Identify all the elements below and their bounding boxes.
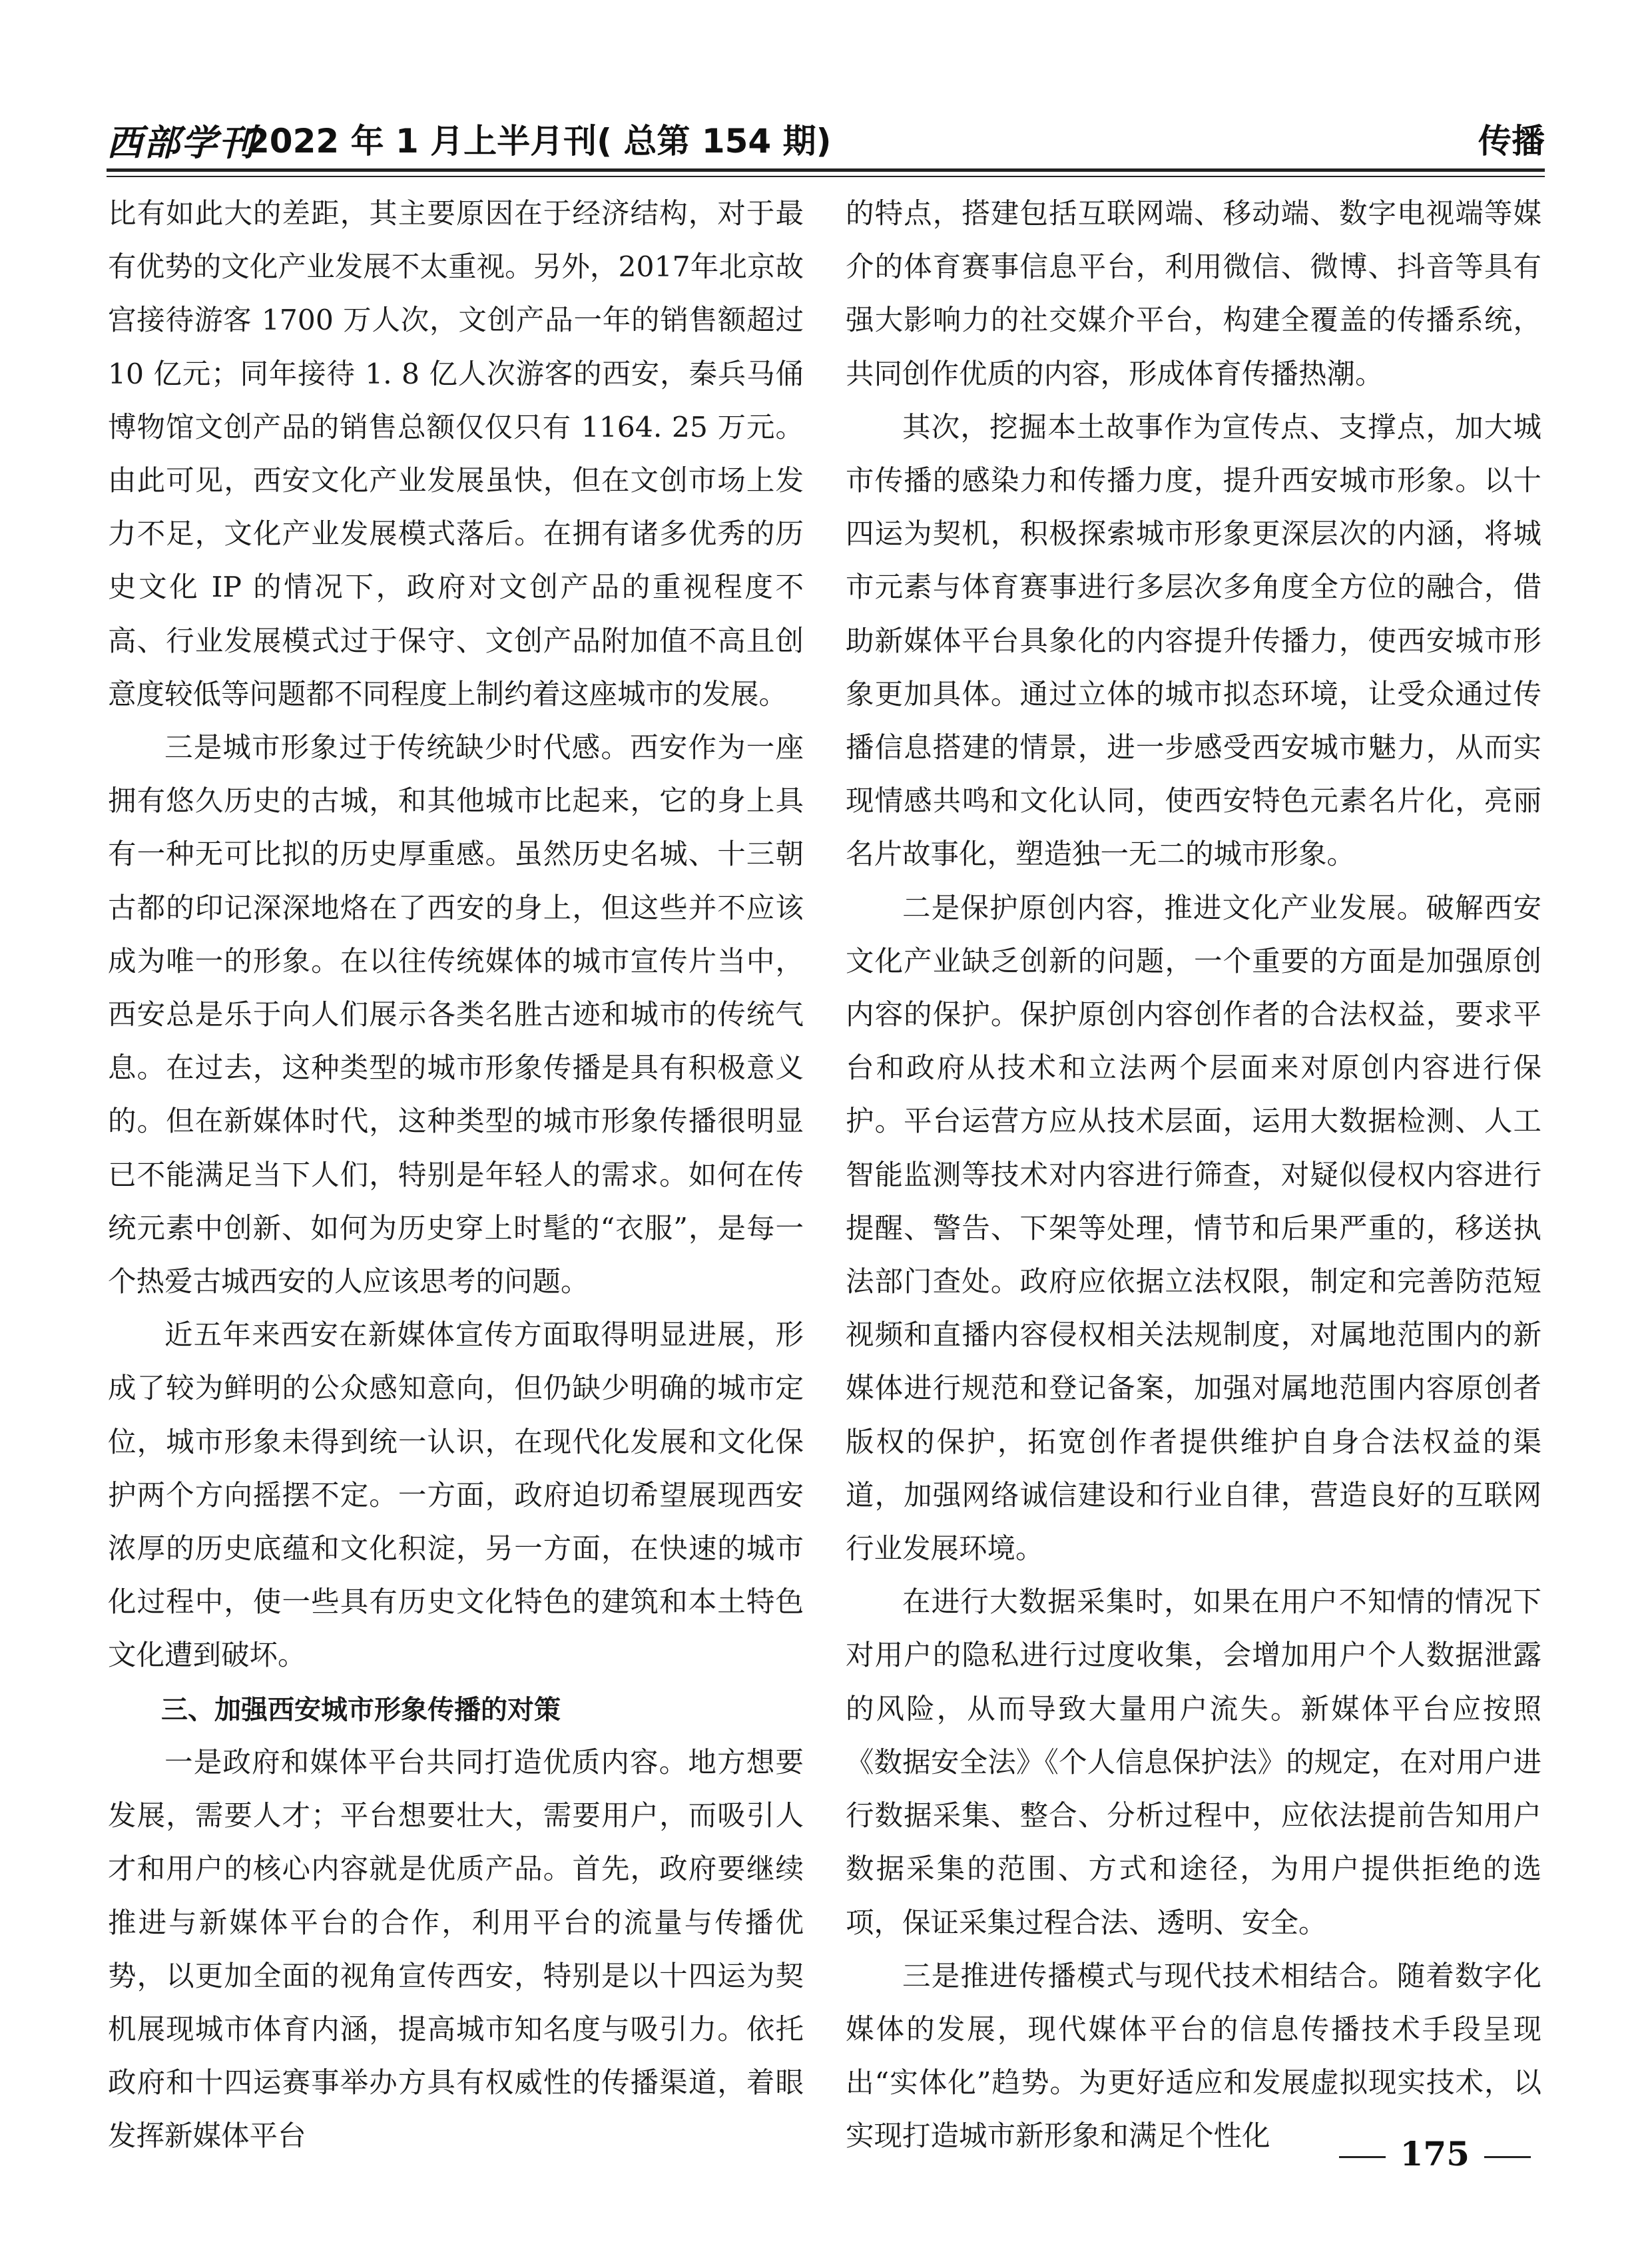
page-number-footer xyxy=(1324,2134,1545,2173)
paragraph: 三是城市形象过于传统缺少时代感。西安作为一座拥有悠久历史的古城，和其他城市比起来，它的身上具有一种无可比拟的历史厚重感。虽然历史名城、十三朝古都的印记深深地烙在了西安的身上，但这些并不应该成为唯一的形象。在以往传统媒体的城市宣传片当中，西安总是乐于向人们展示各类名胜古迹和城市的传统气息。在过去，这种类型的城市形象传播是具有积极意义的。但在新媒体时代，这种类型的城市形象传播很明显已不能满足当下人们，特别是年轻人的需求。如何在传统元素中创新、如何为历史穿上时髦的“衣服”，是每一个热爱古城西安的人应该思考的问题。 xyxy=(108,732,804,1299)
header-rule-thick xyxy=(107,168,1545,172)
right-column xyxy=(846,188,1541,2164)
paragraph: 三是推进传播模式与现代技术相结合。随着数字化媒体的发展，现代媒体平台的信息传播技术手段呈现出“实体化”趋势。为更好适应和发展虚拟现实技术，以实现打造城市新形象和满足个性化 xyxy=(846,1960,1541,2153)
paragraph: 一是政府和媒体平台共同打造优质内容。地方想要发展，需要人才；平台想要壮大，需要用户，而吸引人才和用户的核心内容就是优质产品。首先，政府要继续推进与新媒体平台的合作，利用平台的流量与传播优势，以更加全面的视角宣传西安，特别是以十四运为契机展现城市体育内涵，提高城市知名度与吸引力。依托政府和十四运赛事举办方具有权威性的传播渠道，着眼发挥新媒体平台 xyxy=(108,1746,804,2153)
header-rule-thin xyxy=(107,176,1545,177)
left-column xyxy=(108,188,804,2164)
paragraph: 其次，挖掘本土故事作为宣传点、支撑点，加大城市传播的感染力和传播力度，提升西安城市形象。以十四运为契机，积极探索城市形象更深层次的内涵，将城市元素与体育赛事进行多层次多角度全方位的融合，借助新媒体平台具象化的内容提升传播力，使西安城市形象更加具体。通过立体的城市拟态环境，让受众通过传播信息搭建的情景，进一步感受西安城市魅力，从而实现情感共鸣和文化认同，使西安特色元素名片化，亮丽名片故事化，塑造独一无二的城市形象。 xyxy=(846,411,1541,872)
dash-left xyxy=(1339,2156,1386,2158)
issue-info: 2022 年 1 月上半月刊( 总第 154 期) xyxy=(246,122,832,160)
section-heading: 三、加强西安城市形象传播的对策 xyxy=(161,1694,561,1725)
section-label: 传播 xyxy=(1478,122,1545,160)
paragraph: 比有如此大的差距，其主要原因在于经济结构，对于最有优势的文化产业发展不太重视。另外，2017年北京故宫接待游客 1700 万人次，文创产品一年的销售额超过 10 亿元；同年接待 1. 8 亿人次游客的西安，秦兵马俑博物馆文创产品的销售总额仅仅只有 1164. 25 万元。由此可见，西安文化产业发展虽快，但在文创市场上发力不足，文化产业发展模式落后。在拥有诸多优秀的历史文化 IP 的情况下，政府对文创产品的重视程度不高、行业发展模式过于保守、文创产品附加值不高且创意度较低等问题都不同程度上制约着这座城市的发展。 xyxy=(108,198,804,711)
page-number: 175 xyxy=(1400,2134,1470,2173)
dash-right xyxy=(1484,2156,1531,2158)
paragraph: 近五年来西安在新媒体宣传方面取得明显进展，形成了较为鲜明的公众感知意向，但仍缺少明确的城市定位，城市形象未得到统一认识，在现代化发展和文化保护两个方向摇摆不定。一方面，政府迫切希望展现西安浓厚的历史底蕴和文化积淀，另一方面，在快速的城市化过程中，使一些具有历史文化特色的建筑和本土特色文化遭到破坏。 xyxy=(108,1319,804,1673)
paragraph: 二是保护原创内容，推进文化产业发展。破解西安文化产业缺乏创新的问题，一个重要的方面是加强原创内容的保护。保护原创内容创作者的合法权益，要求平台和政府从技术和立法两个层面来对原创内容进行保护。平台运营方应从技术层面，运用大数据检测、人工智能监测等技术对内容进行筛查，对疑似侵权内容进行提醒、警告、下架等处理，情节和后果严重的，移送执法部门查处。政府应依据立法权限，制定和完善防范短视频和直播内容侵权相关法规制度，对属地范围内的新媒体进行规范和登记备案，加强对属地范围内容原创者版权的保护，拓宽创作者提供维护自身合法权益的渠道，加强网络诚信建设和行业自律，营造良好的互联网行业发展环境。 xyxy=(846,892,1541,1566)
journal-name-logo: 西部学刊 xyxy=(107,121,256,164)
paragraph: 的特点，搭建包括互联网端、移动端、数字电视端等媒介的体育赛事信息平台，利用微信、微博、抖音等具有强大影响力的社交媒介平台，构建全覆盖的传播系统，共同创作优质的内容，形成体育传播热潮。 xyxy=(846,198,1541,391)
paragraph: 在进行大数据采集时，如果在用户不知情的情况下对用户的隐私进行过度收集，会增加用户个人数据泄露的风险，从而导致大量用户流失。新媒体平台应按照《数据安全法》《个人信息保护法》的规定，在对用户进行数据采集、整合、分析过程中，应依法提前告知用户数据采集的范围、方式和途径，为用户提供拒绝的选项，保证采集过程合法、透明、安全。 xyxy=(846,1586,1541,1940)
running-header xyxy=(107,107,1545,170)
